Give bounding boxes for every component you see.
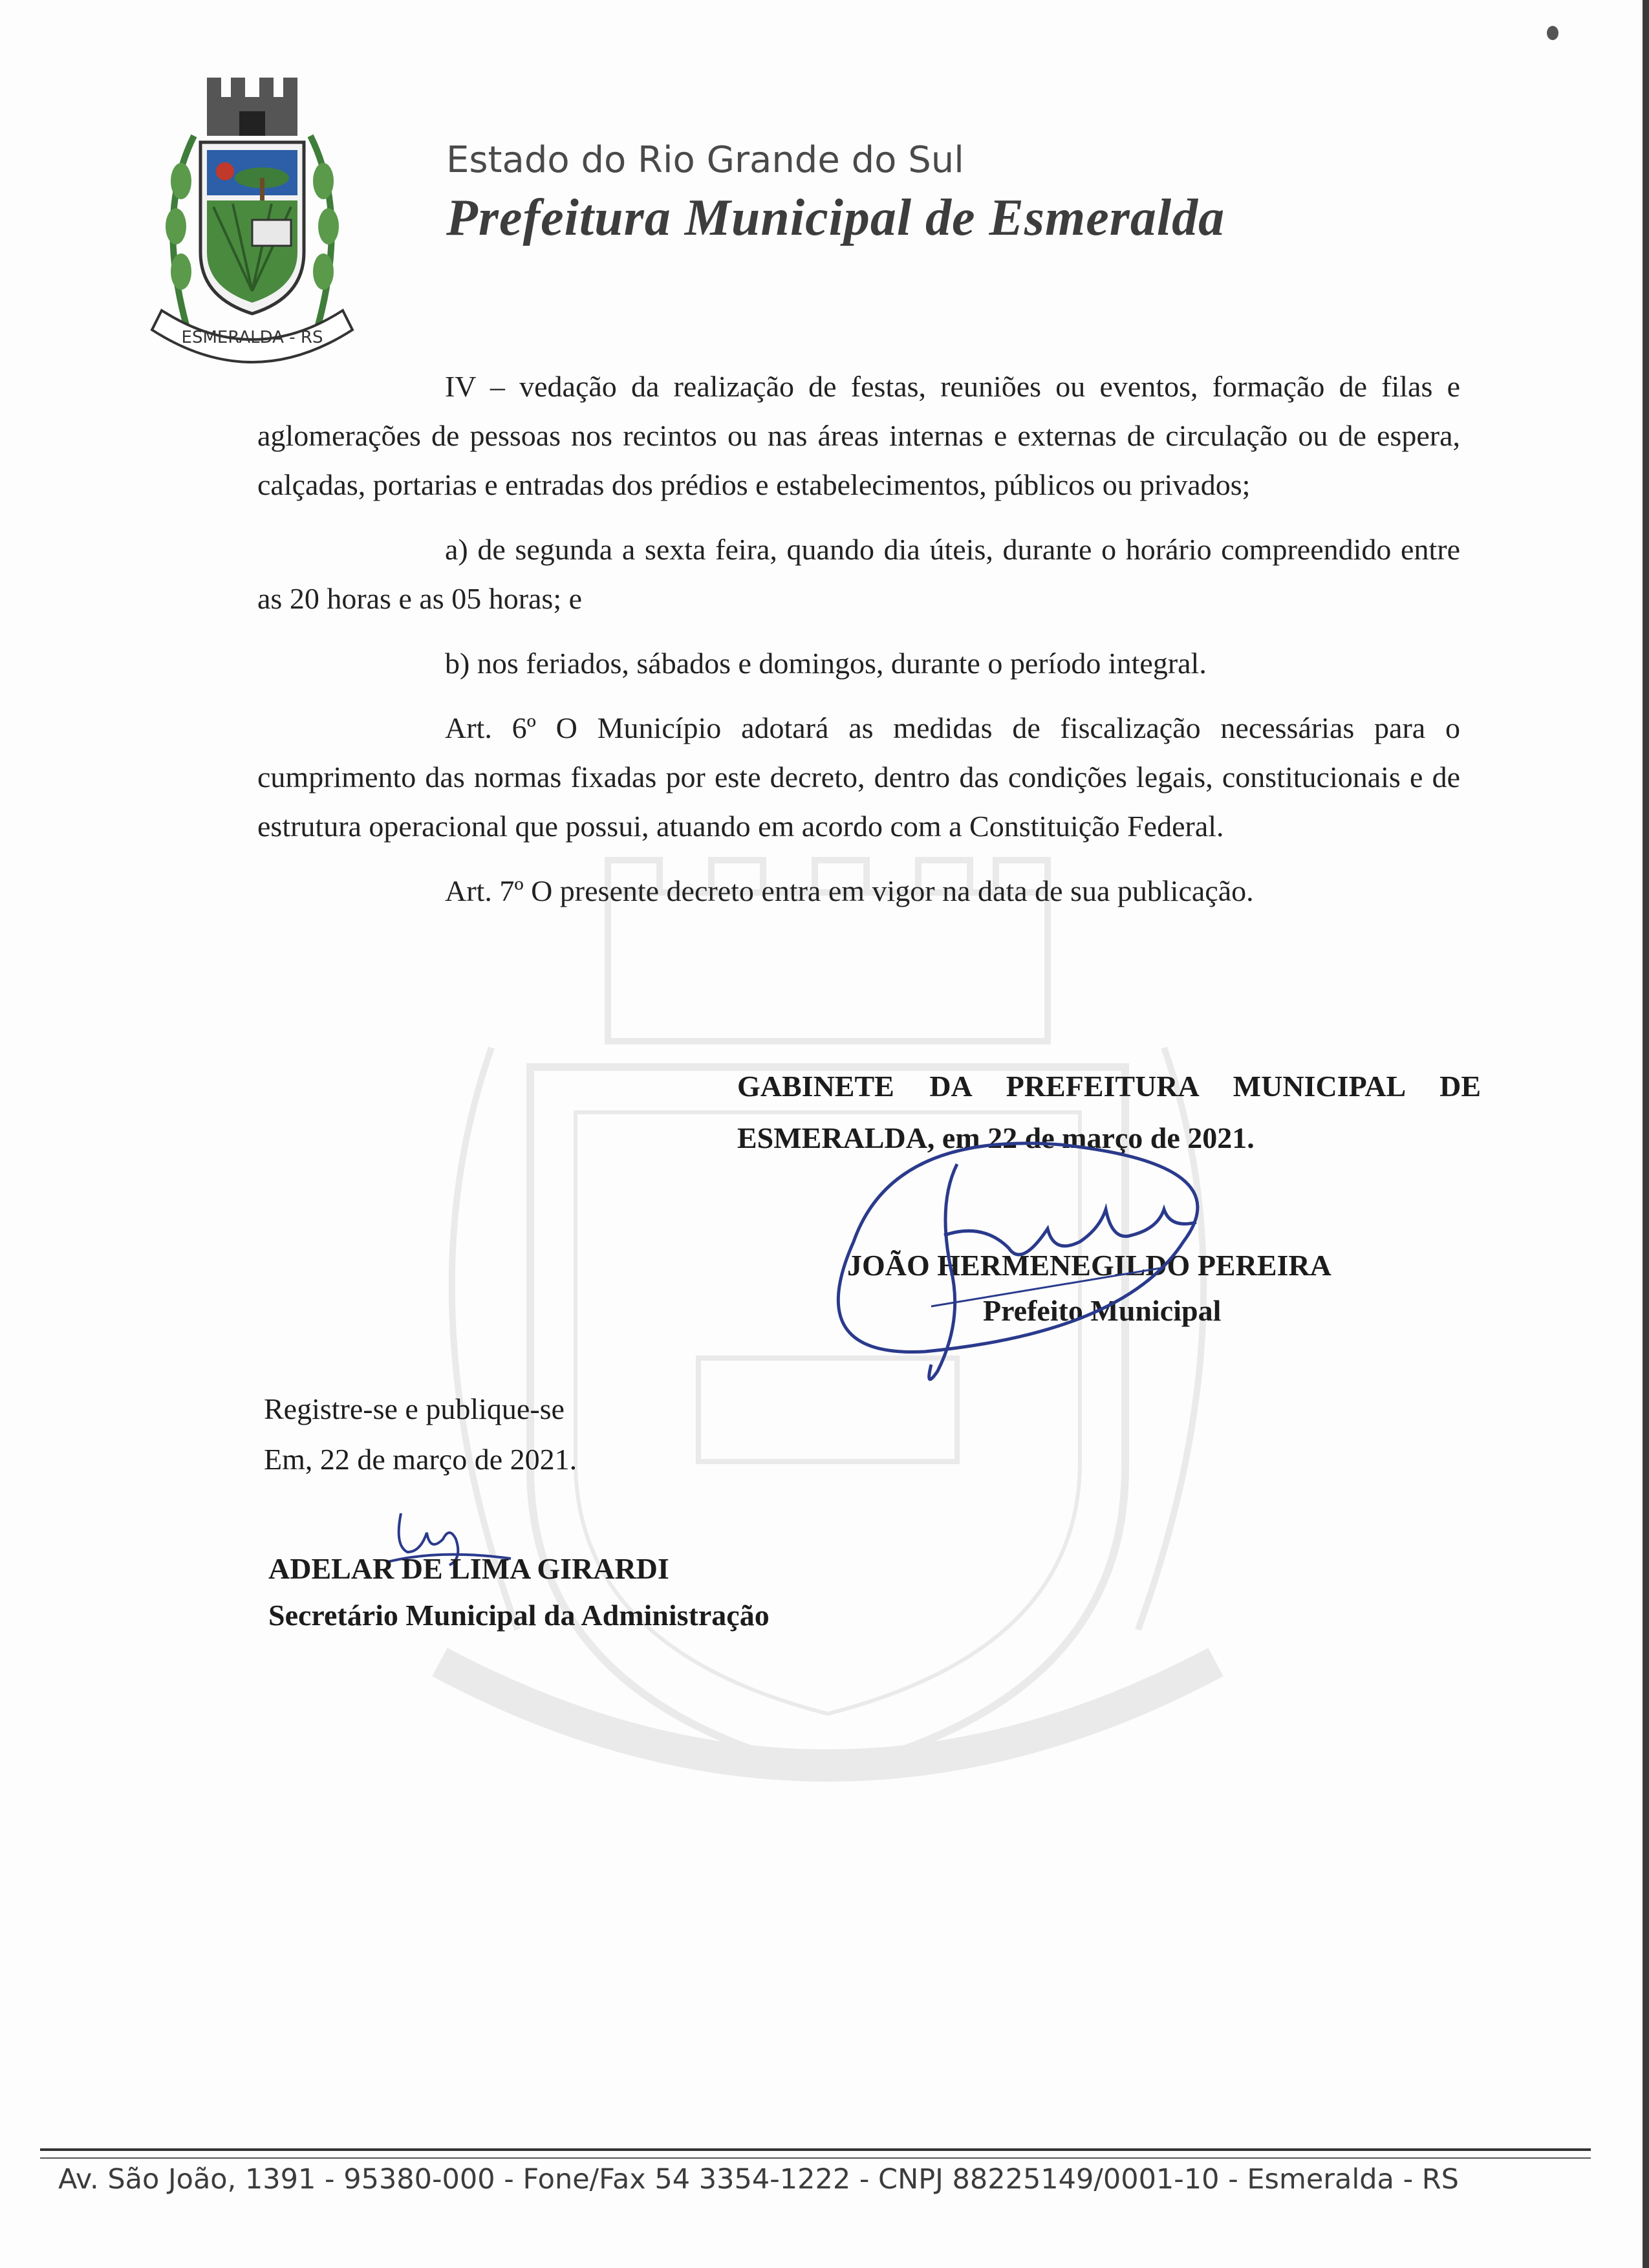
footer-address: Av. São João, 1391 - 95380-000 - Fone/Fax 54 3354-1222 - CNPJ 88225149/0001-10 - Esmeralda - RS [58, 2163, 1459, 2196]
footer-rule-bottom [40, 2157, 1591, 2159]
paragraph-art6: Art. 6º O Município adotará as medidas de fiscalização necessárias para o cumprimento das normas fixadas por este decreto, dentro das condições legais, constitucionais e de estrutura operacional que possui, atuando em acordo com a Constituição Federal. [257, 711, 1460, 843]
footer-rule-top [40, 2148, 1591, 2151]
header-state: Estado do Rio Grande do Sul [446, 139, 964, 181]
scan-speck [1547, 26, 1558, 40]
registry-line-2: Em, 22 de março de 2021. [264, 1443, 577, 1476]
secretary-name: ADELAR DE LIMA GIRARDI [268, 1552, 669, 1585]
municipal-coat-of-arms-icon [136, 65, 369, 369]
registry-note [264, 1384, 577, 1485]
handwritten-signature-icon [834, 1125, 1261, 1384]
secretary-block [268, 1546, 770, 1639]
mayor-role: Prefeito Municipal [983, 1294, 1222, 1327]
secretary-role: Secretário Municipal da Administração [268, 1599, 770, 1632]
decree-body [257, 362, 1460, 931]
paragraph-a: a) de segunda a sexta feira, quando dia úteis, durante o horário compreendido entre as 20 horas e as 05 horas; e [257, 533, 1460, 615]
paragraph-art7: Art. 7º O presente decreto entra em vigor na data de sua publicação. [445, 874, 1254, 907]
registry-line-1: Registre-se e publique-se [264, 1392, 565, 1425]
mayor-name: JOÃO HERMENEGILDO PEREIRA [847, 1249, 1331, 1282]
paragraph-b: b) nos feriados, sábados e domingos, durante o período integral. [445, 647, 1207, 680]
gabinete-line: GABINETE DA PREFEITURA MUNICIPAL DE ESMERALDA, em 22 de março de 2021. [737, 1070, 1481, 1154]
paragraph-iv: IV – vedação da realização de festas, reuniões ou eventos, formação de filas e aglomerações de pessoas nos recintos ou nas áreas internas e externas de circulação ou de espera, calçadas, portarias e entradas dos prédios e estabelecimentos, públicos ou privados; [257, 370, 1460, 501]
scan-edge [1643, 0, 1649, 2268]
header-prefeitura: Prefeitura Municipal de Esmeralda [446, 189, 1225, 246]
crest-ribbon-text: ESMERALDA - RS [181, 328, 323, 347]
